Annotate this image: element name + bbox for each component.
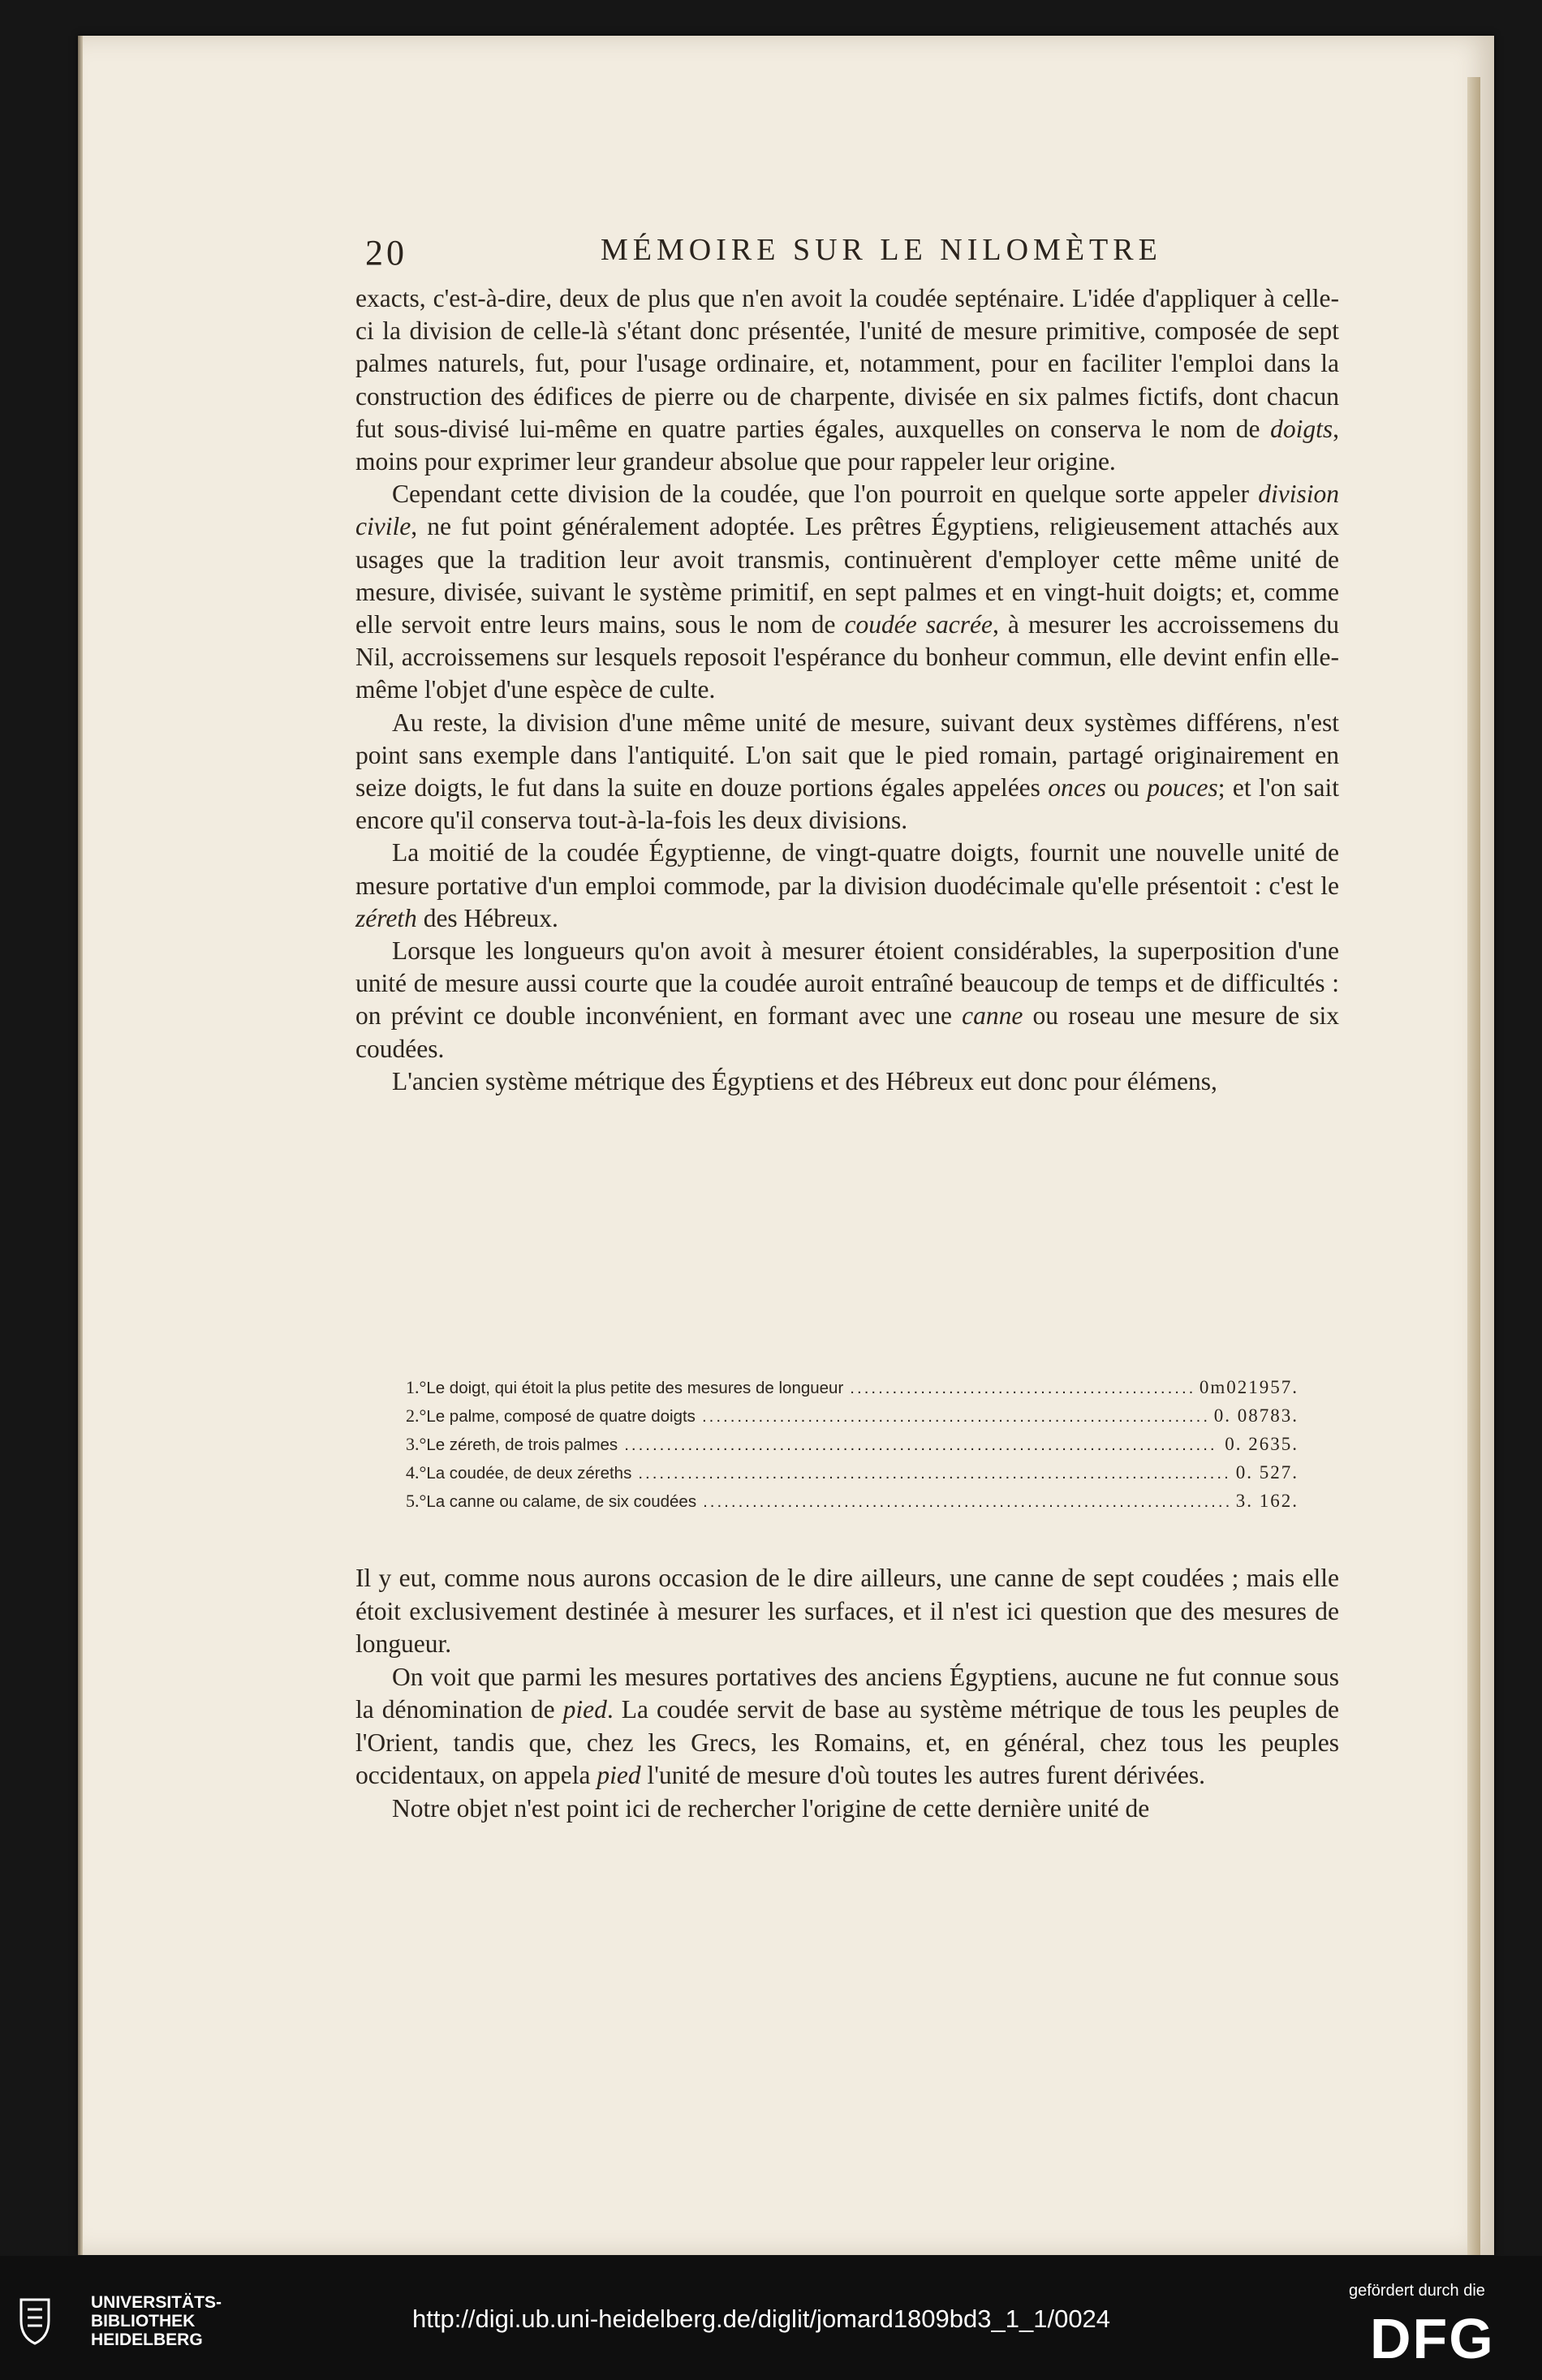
italic-term: coudée sacrée bbox=[844, 610, 993, 639]
running-head bbox=[365, 232, 1339, 281]
leader-dots bbox=[702, 1403, 1208, 1431]
page-number: 20 bbox=[365, 233, 407, 273]
text-run: Notre objet n'est point ici de rechercher l'origine de cette dernière unité de bbox=[392, 1793, 1150, 1823]
text-run: ou bbox=[1106, 773, 1148, 803]
permalink-url[interactable]: http://digi.ub.uni-heidelberg.de/diglit/jomard1809bd3_1_1/0024 bbox=[412, 2305, 1111, 2333]
text-run: exacts, c'est-à-dire, deux de plus que n'en avoit la coudée septénaire. L'idée d'appliquer à celle-ci la division de celle-là s'étant donc présentée, l'unité de mesure primitive, composée de sept palmes naturels, fut, pour l'usage ordinaire, et, notamment, pour en faciliter l'emploi dans la construction des édifices de pierre ou de charpente, divisée en six palmes fictifs, dont chacun fut sous-divisé lui-même en quatre parties égales, auxquelles on conserva le nom de bbox=[355, 284, 1339, 443]
measure-value: 0. 527. bbox=[1235, 1462, 1299, 1483]
measure-row bbox=[406, 1374, 1299, 1402]
institution-name bbox=[91, 2293, 222, 2349]
italic-term: canne bbox=[962, 1001, 1023, 1031]
text-run: Au reste, la division d'une même unité de mesure, suivant deux systèmes différens, n'est point sans exemple dans l'antiquité. L'on sait que le pied romain, partagé originairement en seize doigts, le fut dans la suite en douze portions égales appelées bbox=[355, 708, 1339, 803]
leader-dots bbox=[638, 1460, 1229, 1487]
viewer-footer bbox=[0, 2256, 1542, 2380]
measure-label: Le zéreth, de trois palmes bbox=[426, 1435, 618, 1454]
text-run: Cependant cette division de la coudée, que l'on pourroit en quelque sorte appeler bbox=[392, 480, 1259, 509]
italic-term: pouces bbox=[1147, 773, 1218, 803]
dfg-logo: DFG bbox=[1370, 2307, 1495, 2370]
measure-number: 5.° bbox=[406, 1491, 427, 1511]
measure-label: Le palme, composé de quatre doigts bbox=[426, 1407, 696, 1426]
text-run: Lorsque les longueurs qu'on avoit à mesurer étoient considérables, la superposition d'une unité de mesure aussi courte que la coudée auroit entraîné beaucoup de temps et de difficultés : on prévint ce double inconvénient, en formant avec une bbox=[355, 936, 1339, 1031]
paragraph bbox=[355, 837, 1339, 935]
text-run: Il y eut, comme nous aurons occasion de le dire ailleurs, une canne de sept coudées ; mais elle étoit exclusivement destinée à mesurer les surfaces, et il n'est ici question que des mesures de longueur. bbox=[355, 1564, 1339, 1658]
page-edge bbox=[1467, 77, 1480, 2255]
measure-value: 3. 162. bbox=[1235, 1491, 1299, 1511]
measure-value: 0. 08783. bbox=[1213, 1405, 1299, 1426]
measure-number: 1.° bbox=[406, 1377, 427, 1397]
running-title: MÉMOIRE SUR LE NILOMÈTRE bbox=[601, 233, 1162, 267]
leader-dots bbox=[624, 1431, 1218, 1459]
italic-term: pied bbox=[562, 1695, 607, 1724]
measure-label: La coudée, de deux zéreths bbox=[426, 1464, 632, 1483]
measure-number: 4.° bbox=[406, 1462, 427, 1483]
text-run: des Hébreux. bbox=[416, 903, 558, 932]
leader-dots bbox=[703, 1488, 1230, 1516]
measure-label: Le doigt, qui étoit la plus petite des mesures de longueur bbox=[426, 1379, 844, 1397]
italic-term: division civile bbox=[355, 480, 1339, 541]
italic-term: doigts bbox=[1270, 414, 1333, 443]
paragraph bbox=[355, 1065, 1339, 1098]
paragraph bbox=[355, 282, 1339, 478]
measure-value: 0m021957. bbox=[1199, 1377, 1299, 1397]
text-run: l'unité de mesure d'où toutes les autres furent dérivées. bbox=[640, 1761, 1205, 1789]
body-text bbox=[355, 282, 1339, 1098]
measure-value: 0. 2635. bbox=[1225, 1434, 1299, 1454]
sponsor-label: gefördert durch die bbox=[1349, 2282, 1485, 2300]
institution-line: BIBLIOTHEK bbox=[91, 2312, 196, 2331]
measure-number: 2.° bbox=[406, 1405, 427, 1426]
paragraph bbox=[355, 1562, 1339, 1661]
italic-term: zéreth bbox=[355, 903, 417, 932]
paragraph bbox=[355, 1661, 1339, 1793]
body-text-continued bbox=[355, 1562, 1339, 1825]
text-run: . La coudée servit de base au système métrique de tous les peuples de l'Orient, tandis que, chez les Grecs, les Romains, et, en général, chez tous les peuples occidentaux, on appela bbox=[355, 1695, 1339, 1789]
leader-dots bbox=[850, 1375, 1193, 1402]
measure-row bbox=[406, 1459, 1299, 1487]
italic-term: onces bbox=[1048, 773, 1107, 803]
measure-row bbox=[406, 1402, 1299, 1431]
paragraph bbox=[355, 478, 1339, 706]
paragraph bbox=[355, 935, 1339, 1065]
institution-line: UNIVERSITÄTS- bbox=[91, 2293, 222, 2312]
measure-number: 3.° bbox=[406, 1434, 427, 1454]
measure-row bbox=[406, 1487, 1299, 1516]
text-run: , moins pour exprimer leur grandeur absolue que pour rappeler leur origine. bbox=[355, 414, 1339, 476]
paragraph bbox=[355, 1793, 1339, 1826]
page-gutter bbox=[78, 36, 83, 2255]
text-run: ; et l'on sait encore qu'il conserva tout-à-la-fois les deux divisions. bbox=[355, 773, 1340, 835]
text-run: L'ancien système métrique des Égyptiens et des Hébreux eut donc pour élémens, bbox=[392, 1066, 1217, 1095]
university-seal-icon bbox=[15, 2296, 55, 2345]
italic-term: pied bbox=[597, 1761, 641, 1789]
measure-row bbox=[406, 1431, 1299, 1459]
measure-label: La canne ou calame, de six coudées bbox=[426, 1492, 697, 1511]
institution-line: HEIDELBERG bbox=[91, 2331, 203, 2349]
text-run: ou roseau une mesure de six coudées. bbox=[355, 1001, 1339, 1063]
text-run: , à mesurer les accroissemens du Nil, accroissemens sur lesquels reposoit l'espérance du bonheur commun, elle devint enfin elle-même l'objet d'une espèce de culte. bbox=[355, 610, 1339, 704]
text-run: La moitié de la coudée Égyptienne, de vingt-quatre doigts, fournit une nouvelle unité de mesure portative d'un emploi commode, par la division duodécimale qu'elle présentoit : c'est le bbox=[355, 838, 1339, 900]
paragraph bbox=[355, 707, 1339, 837]
text-run: , ne fut point généralement adoptée. Les prêtres Égyptiens, religieusement attachés aux usages que la tradition leur avoit transmis, continuèrent d'employer cette même unité de mesure, divisée, suivant le système primitif, en sept palmes et en vingt-huit doigts; et, comme elle servoit entre leurs mains, sous le nom de bbox=[355, 512, 1339, 639]
text-run: On voit que parmi les mesures portatives des anciens Égyptiens, aucune ne fut connue sous la dénomination de bbox=[355, 1662, 1339, 1724]
measures-table bbox=[406, 1374, 1299, 1516]
